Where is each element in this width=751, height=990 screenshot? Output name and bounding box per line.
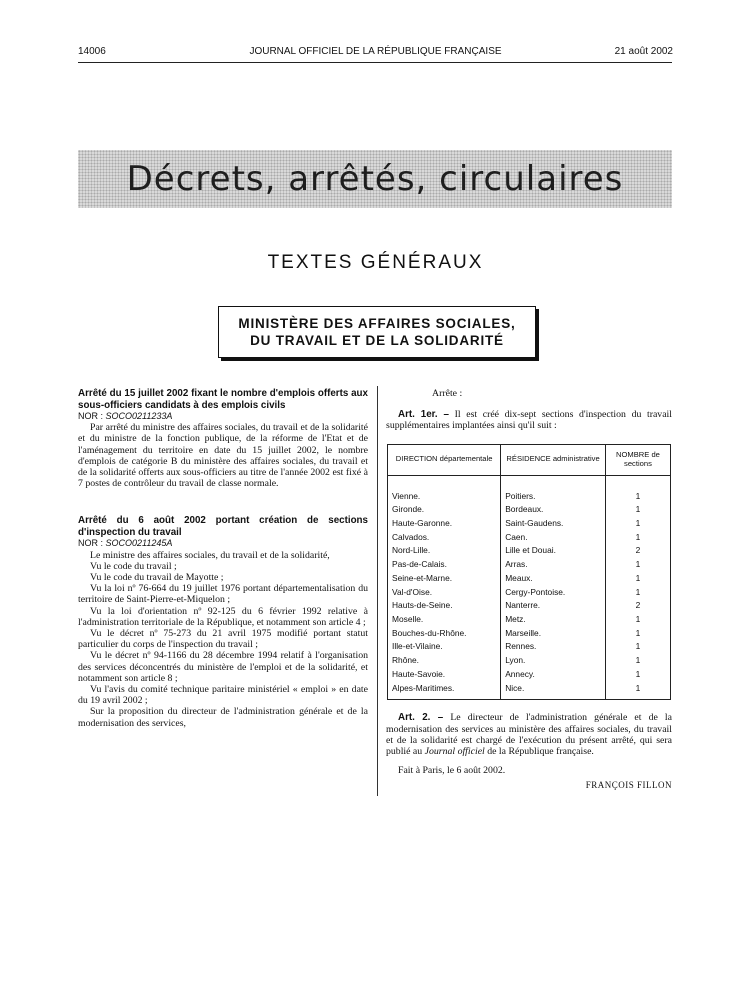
cell-direction: Alpes-Maritimes.	[388, 681, 501, 700]
banner-title: Décrets, arrêtés, circulaires	[126, 159, 624, 199]
page-header	[0, 46, 751, 60]
banner	[78, 150, 672, 208]
table-row	[388, 572, 671, 586]
cell-residence: Bordeaux.	[501, 503, 606, 517]
visa-item: Vu le code du travail ;	[90, 560, 177, 572]
cell-direction: Nord-Lille.	[388, 544, 501, 558]
cell-direction: Bouches-du-Rhône.	[388, 627, 501, 641]
article-2-text-a: Le directeur de l'administration générale et de la modernisation des services au ministère des affaires sociales, du travail et de la solidarité est chargé de l'exécution du présent arrêté, qui sera publié au	[386, 712, 673, 758]
cell-nombre: 2	[605, 544, 670, 558]
cell-direction: Gironde.	[388, 503, 501, 517]
cell-nombre: 1	[605, 613, 670, 627]
article-1-label: Art. 1er. –	[398, 409, 449, 421]
cell-residence: Metz.	[501, 613, 606, 627]
cell-residence: Caen.	[501, 531, 606, 545]
ministry-line-2: DU TRAVAIL ET DE LA SOLIDARITÉ	[250, 333, 504, 348]
cell-residence: Meaux.	[501, 572, 606, 586]
arrete-1-title: Arrêté du 15 juillet 2002 fixant le nombre d'emplois offerts aux sous-officiers candidats à des emplois civils	[78, 388, 368, 411]
article-2-journal: Journal officiel	[424, 746, 485, 758]
col-header-direction: DIRECTION départementale	[388, 444, 501, 475]
cell-direction: Haute-Garonne.	[388, 517, 501, 531]
cell-nombre: 1	[605, 627, 670, 641]
cell-nombre: 1	[605, 572, 670, 586]
cell-direction: Rhône.	[388, 654, 501, 668]
cell-direction: Pas-de-Calais.	[388, 558, 501, 572]
right-column	[386, 388, 672, 792]
table-row	[388, 654, 671, 668]
table-row	[388, 544, 671, 558]
left-column	[78, 388, 368, 729]
table-body	[388, 475, 671, 700]
visa-item: Vu la loi d'orientation nº 92-125 du 6 février 1992 relative à l'administration territoriale de la République, et notamment son article 4 ;	[78, 605, 368, 628]
cell-nombre: 1	[605, 490, 670, 504]
cell-direction: Hauts-de-Seine.	[388, 599, 501, 613]
page-number: 14006	[78, 46, 106, 57]
cell-nombre: 1	[605, 558, 670, 572]
cell-residence: Lyon.	[501, 654, 606, 668]
cell-residence: Cergy-Pontoise.	[501, 586, 606, 600]
cell-residence: Annecy.	[501, 668, 606, 682]
ministry-line-1: MINISTÈRE DES AFFAIRES SOCIALES,	[238, 316, 516, 331]
cell-nombre: 1	[605, 668, 670, 682]
col-header-nombre: NOMBRE de sections	[605, 444, 670, 475]
signature-place-date: Fait à Paris, le 6 août 2002.	[398, 765, 506, 777]
table-row	[388, 503, 671, 517]
cell-nombre: 1	[605, 640, 670, 654]
nor-code: SOCO0211233A	[105, 411, 173, 421]
visa-item: Sur la proposition du directeur de l'administration générale et de la modernisation des services,	[78, 706, 368, 729]
journal-title: JOURNAL OFFICIEL DE LA RÉPUBLIQUE FRANÇAISE	[249, 46, 502, 57]
cell-residence: Lille et Douai.	[501, 544, 606, 558]
cell-nombre: 1	[605, 531, 670, 545]
article-2	[386, 712, 672, 757]
cell-residence: Marseille.	[501, 627, 606, 641]
cell-direction: Seine-et-Marne.	[388, 572, 501, 586]
cell-residence: Saint-Gaudens.	[501, 517, 606, 531]
col-header-residence: RÉSIDENCE administrative	[501, 444, 606, 475]
table-row	[388, 668, 671, 682]
visa-item: Vu le code du travail de Mayotte ;	[90, 572, 224, 584]
table-row	[388, 558, 671, 572]
visas-list	[78, 550, 368, 729]
nor-label: NOR :	[78, 538, 104, 549]
cell-residence: Nanterre.	[501, 599, 606, 613]
cell-direction: Haute-Savoie.	[388, 668, 501, 682]
cell-nombre: 1	[605, 503, 670, 517]
table-row	[388, 586, 671, 600]
visa-item: Vu le décret nº 94-1166 du 28 décembre 1994 relatif à l'organisation des services déconcentrés du ministère de l'emploi et de la solidarité, et notamment son article 8 ;	[78, 650, 368, 684]
nor-label: NOR :	[78, 411, 104, 421]
table-row	[388, 681, 671, 700]
signature: FRANÇOIS FILLON	[585, 780, 672, 791]
ministry-box	[218, 306, 536, 358]
cell-nombre: 1	[605, 681, 670, 700]
section-title: TEXTES GÉNÉRAUX	[267, 252, 484, 273]
table-row	[388, 640, 671, 654]
cell-nombre: 2	[605, 599, 670, 613]
arrete-1-nor	[78, 411, 368, 422]
table-row	[388, 627, 671, 641]
cell-direction: Calvados.	[388, 531, 501, 545]
cell-nombre: 1	[605, 586, 670, 600]
arrete-label: Arrête :	[432, 388, 463, 399]
nor-code: SOCO0211245A	[105, 538, 173, 549]
cell-direction: Moselle.	[388, 613, 501, 627]
cell-direction: Ille-et-Vilaine.	[388, 640, 501, 654]
visa-item: Vu la loi nº 76-664 du 19 juillet 1976 portant départementalisation du territoire de Saint-Pierre-et-Miquelon ;	[78, 583, 368, 606]
cell-nombre: 1	[605, 654, 670, 668]
arrete-2-title: Arrêté du 6 août 2002 portant création de sections d'inspection du travail	[78, 515, 368, 538]
cell-nombre: 1	[605, 517, 670, 531]
article-1	[386, 409, 672, 431]
cell-residence: Rennes.	[501, 640, 606, 654]
table-row	[388, 517, 671, 531]
article-2-label: Art. 2. –	[398, 712, 444, 724]
table-row	[388, 531, 671, 545]
visa-item: Le ministre des affaires sociales, du travail et de la solidarité,	[90, 549, 330, 561]
cell-direction: Val-d'Oise.	[388, 586, 501, 600]
cell-direction: Vienne.	[388, 490, 501, 504]
article-2-text-b: de la République française.	[487, 746, 594, 758]
table-row	[388, 599, 671, 613]
visa-item: Vu le décret nº 75-273 du 21 avril 1975 modifié portant statut particulier du corps de l'inspection du travail ;	[78, 628, 368, 651]
issue-date: 21 août 2002	[614, 46, 673, 57]
table-row	[388, 490, 671, 504]
arrete-1-body: Par arrêté du ministre des affaires sociales, du travail et de la solidarité et du ministre de la fonction publique, de la réforme de l'Etat et de l'aménagement du territoire en date du 15 juillet 2002, le nombre d'emplois de catégorie B du ministère des affaires sociales, du travail et de la solidarité offerts aux sous-officiers au titre de l'année 2002 est fixé à 7 postes de contrôleur du travail de classe normale.	[78, 422, 368, 490]
table-row	[388, 613, 671, 627]
column-divider	[377, 386, 378, 796]
cell-residence: Nice.	[501, 681, 606, 700]
article-1-text: Il est créé dix-sept sections d'inspection du travail supplémentaires implantées ainsi qu'il suit :	[386, 409, 673, 432]
cell-residence: Arras.	[501, 558, 606, 572]
header-rule	[78, 62, 672, 63]
cell-residence: Poitiers.	[501, 490, 606, 504]
sections-table	[387, 444, 671, 701]
visa-item: Vu l'avis du comité technique paritaire ministériel « emploi » en date du 19 avril 2002 ;	[78, 684, 368, 707]
arrete-2-nor	[78, 538, 368, 549]
